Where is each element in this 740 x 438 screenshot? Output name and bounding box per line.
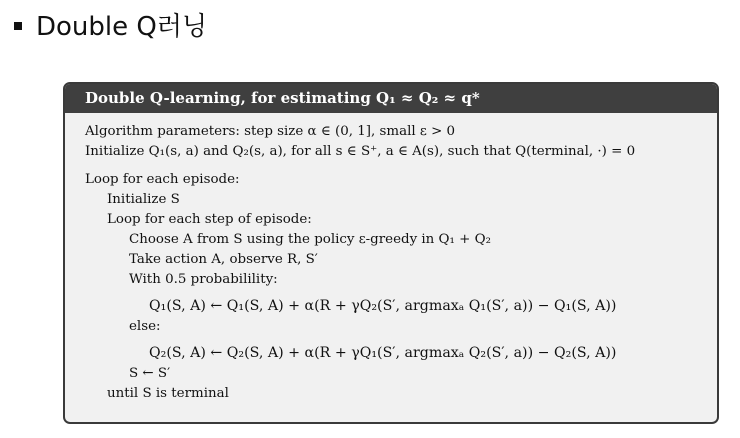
slide-heading bbox=[14, 6, 207, 43]
choose-action-line: Choose A from S using the policy ε-greedy in Q₁ + Q₂ bbox=[129, 232, 491, 247]
initialize-q-line: Initialize Q₁(s, a) and Q₂(s, a), for all s ∈ S⁺, a ∈ A(s), such that Q(terminal, ·) = 0 bbox=[85, 144, 636, 159]
algorithm-box bbox=[63, 82, 719, 424]
until-terminal-line: until S is terminal bbox=[107, 386, 229, 401]
q1-update-equation: Q₁(S, A) ← Q₁(S, A) + α(R + γQ₂(S′, argmaxₐ Q₁(S′, a)) − Q₁(S, A)) bbox=[149, 298, 617, 314]
assign-state-line: S ← S′ bbox=[129, 366, 171, 381]
bullet-icon bbox=[14, 22, 22, 30]
with-probability-line: With 0.5 probabilility: bbox=[129, 272, 278, 287]
take-action-line: Take action A, observe R, S′ bbox=[129, 252, 318, 267]
loop-episode-line: Loop for each episode: bbox=[85, 172, 240, 187]
algorithm-parameters-line: Algorithm parameters: step size α ∈ (0, 1], small ε > 0 bbox=[85, 124, 456, 139]
initialize-s-line: Initialize S bbox=[107, 192, 180, 207]
slide-heading-text: Double Q러닝 bbox=[36, 12, 208, 42]
loop-step-line: Loop for each step of episode: bbox=[107, 212, 312, 227]
q2-update-equation: Q₂(S, A) ← Q₂(S, A) + α(R + γQ₁(S′, argmaxₐ Q₂(S′, a)) − Q₂(S, A)) bbox=[149, 345, 617, 361]
else-line: else: bbox=[129, 319, 161, 334]
algorithm-body bbox=[85, 122, 713, 404]
algorithm-title: Double Q-learning, for estimating Q₁ ≈ Q₂ ≈ q* bbox=[65, 84, 717, 113]
